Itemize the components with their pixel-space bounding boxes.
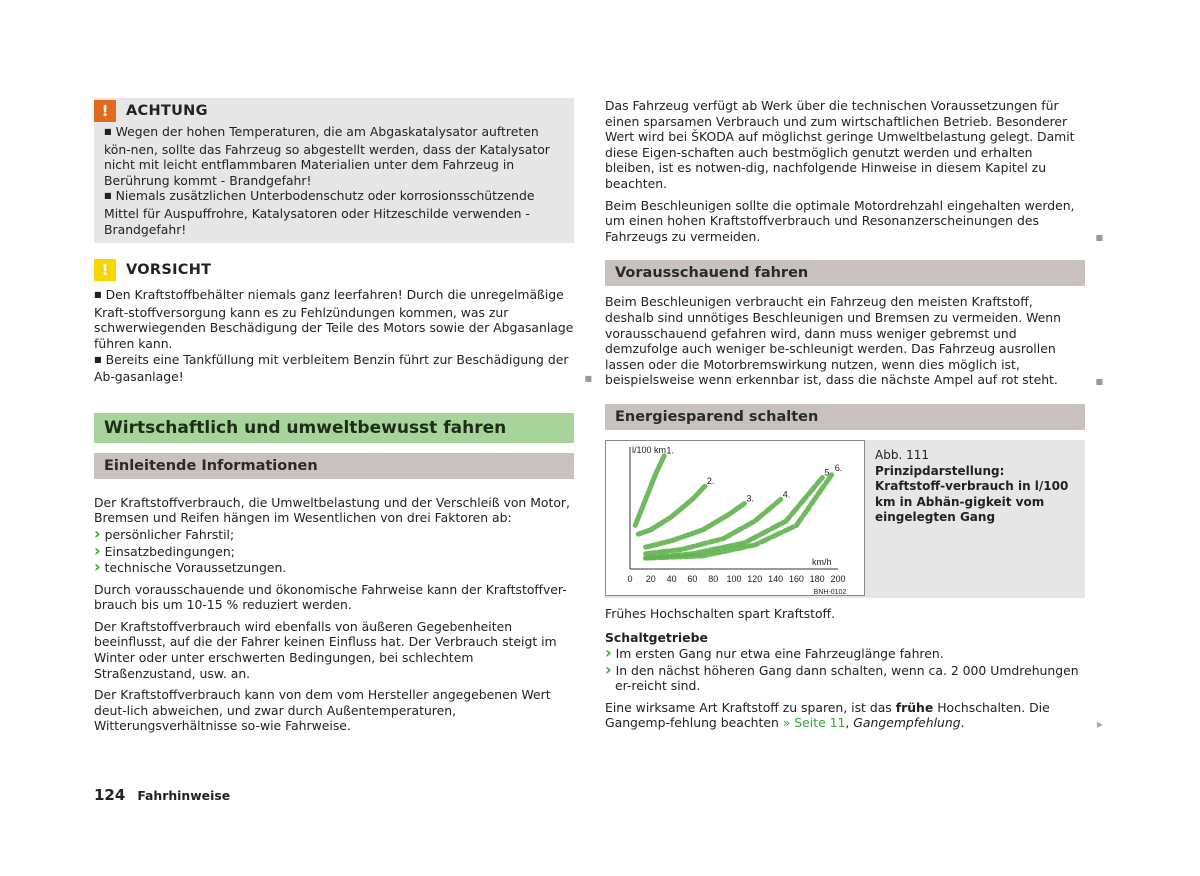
text-run: Eine wirksame Art Kraftstoff zu sparen, ist das [605,699,896,715]
paragraph: Der Kraftstoffverbrauch wird ebenfalls von äußeren Gegebenheiten beeinflusst, auf die der Fahrer keinen Einfluss hat. Der Verbrauch steigt im Winter oder unter erschwerten Bedingungen, bei schlechtem Straßenzustand, usw. an. [94,618,557,681]
exclamation-icon: ! [94,100,116,122]
fuel-chart [605,440,865,596]
step-item: › In den nächst höheren Gang dann schalten, wenn ca. 2 000 Umdrehungen er-reicht sind. [605,662,1085,694]
warning-item: ■ Wegen der hohen Temperaturen, die am Abgaskatalysator auftreten kön-nen, sollte das Fahrzeug so abgestellt werden, dass der Katalysator nicht mit leicht entflammbaren Materialien unter dem Fahrzeug in Berührung kommt - Brandgefahr! [104,124,564,188]
chapter-title: Fahrhinweise [137,788,231,803]
paragraph: Frühes Hochschalten spart Kraftstoff. [605,605,836,621]
end-square-icon: ■ [584,373,592,383]
left-column [94,98,592,734]
warning-box [94,98,574,243]
text-italic: Gangempfehlung [853,715,961,731]
series-label: 5. [824,467,832,478]
figure-code: BNH-0102 [813,588,847,595]
paragraph: Beim Beschleunigen sollte die optimale Motordrehzahl eingehalten werden, um einen hohen Kraftstoffverbrauch und Resonanzerscheinungen des Fahrzeugs zu vermeiden. [605,197,1075,244]
x-tick-label: 40 [666,573,677,584]
factor-item: › Einsatzbedingungen; [94,543,574,560]
x-tick-label: 140 [768,573,784,584]
subheading: Schaltgetriebe [605,629,708,645]
text-run: . [960,715,965,731]
warning-title: ACHTUNG [126,103,208,119]
continue-arrow-icon: ▶ [1096,720,1103,730]
series-label: 4. [782,489,791,500]
text-run: , [845,715,854,731]
series-label: 6. [834,463,843,474]
figure-number: Abb. 111 [875,447,929,462]
subsection-title: Vorausschauend fahren [605,260,1085,286]
end-square-icon: ■ [1095,376,1103,386]
x-tick-label: 60 [687,573,698,584]
paragraph: Durch vorausschauende und ökonomische Fahrweise kann der Kraftstoffver-brauch bis um 10-15 % reduziert werden. [94,581,567,613]
text-bold: frühe [895,699,934,715]
subsection-title: Energiesparend schalten [605,404,1085,430]
series-label: 2. [706,476,715,487]
x-tick-label: 160 [788,573,804,584]
figure-caption [865,440,1085,598]
warning-item: ■ Niemals zusätzlichen Unterbodenschutz oder korrosionsschützende Mittel für Auspuffrohre, Katalysatoren oder Hitzeschilde verwenden - Brandgefahr! [104,188,564,237]
text-run: Hochschalten. Die Gangemp-fehlung beachten [605,699,1050,731]
subsection-title: Einleitende Informationen [94,453,574,479]
paragraph [605,700,1085,731]
series-label: 3. [746,493,754,504]
chart-svg [606,441,864,595]
x-tick-label: 80 [708,573,719,584]
series-label: 1. [666,445,674,456]
x-tick-label: 200 [830,573,846,584]
section-title: Wirtschaftlich und umweltbewusst fahren [94,413,574,443]
paragraph: Beim Beschleunigen verbraucht ein Fahrzeug den meisten Kraftstoff, deshalb sind unnötiges Beschleunigen und Bremsen zu vermeiden. Wenn vorausschauend gefahren wird, dann muss weniger gebremst und demzufolge auch weniger be-schleunigt werden. Das Fahrzeug ausrollen lassen oder die Motorbremswirkung nutzen, wenn dies möglich ist, beispielsweise wenn erkennbar ist, dass die nächste Ampel auf rot steht. [605,294,1061,388]
page-footer [94,786,230,804]
x-tick-label: 180 [809,573,825,584]
caution-header [94,257,574,283]
x-tick-label: 0 [627,573,633,584]
page-reference-link[interactable]: » Seite 11 [782,715,846,731]
paragraph: Das Fahrzeug verfügt ab Werk über die technischen Voraussetzungen für einen sparsamen Verbrauch und zum wirtschaftlichen Betrieb. Besonderer Wert wird bei ŠKODA auf möglichst geringe Umweltbelastung gelegt. Damit diese Eigen-schaften auch bestmöglich genutzt werden und erhalten bleiben, ist es notwen-dig, nachfolgende Hinweise in diesem Kapitel zu beachten. [605,98,1075,191]
series-line [635,456,664,526]
exclamation-icon: ! [94,259,116,281]
figure-box [605,440,1085,598]
paragraph: Der Kraftstoffverbrauch kann von dem vom Hersteller angegebenen Wert deut-lich abweichen, und zwar durch Außentemperaturen, Witterungsverhältnisse so-wie Fahrweise. [94,687,551,734]
x-tick-label: 20 [645,573,656,584]
right-column [605,98,1103,731]
factor-item: › persönlicher Fahrstil; [94,526,574,543]
warning-header [94,98,564,124]
end-square-icon: ■ [1095,233,1103,243]
intro-paragraph: Der Kraftstoffverbrauch, die Umweltbelastung und der Verschleiß von Motor, Bremsen und Reifen hängen im Wesentlichen von drei Faktoren ab: [94,494,570,526]
y-axis-label: l/100 km [632,444,667,455]
caution-title: VORSICHT [126,262,212,279]
caution-box [94,257,592,385]
intro-block [94,495,574,734]
x-tick-label: 120 [747,573,763,584]
figure-caption-text: Prinzipdarstellung: Kraftstoff-verbrauch in l/100 km in Abhän-gigkeit vom eingelegten Gang [875,463,1069,525]
step-item: › Im ersten Gang nur etwa eine Fahrzeuglänge fahren. [605,645,1085,662]
factor-item: › technische Voraussetzungen. [94,559,574,576]
page-number: 124 [94,786,126,804]
x-axis-label: km/h [812,556,832,567]
caution-item: ■ Den Kraftstoffbehälter niemals ganz leerfahren! Durch die unregelmäßige Kraft-stoffversorgung kann es zu Fehlzündungen kommen, was zur schwerwiegenden Beschädigung der Teile des Motors sowie der Abgasanlage führen kann. [94,287,574,351]
x-tick-label: 100 [726,573,742,584]
caution-item: ■ Bereits eine Tankfüllung mit verbleitem Benzin führt zur Beschädigung der Ab-gasanlage! [94,352,574,385]
